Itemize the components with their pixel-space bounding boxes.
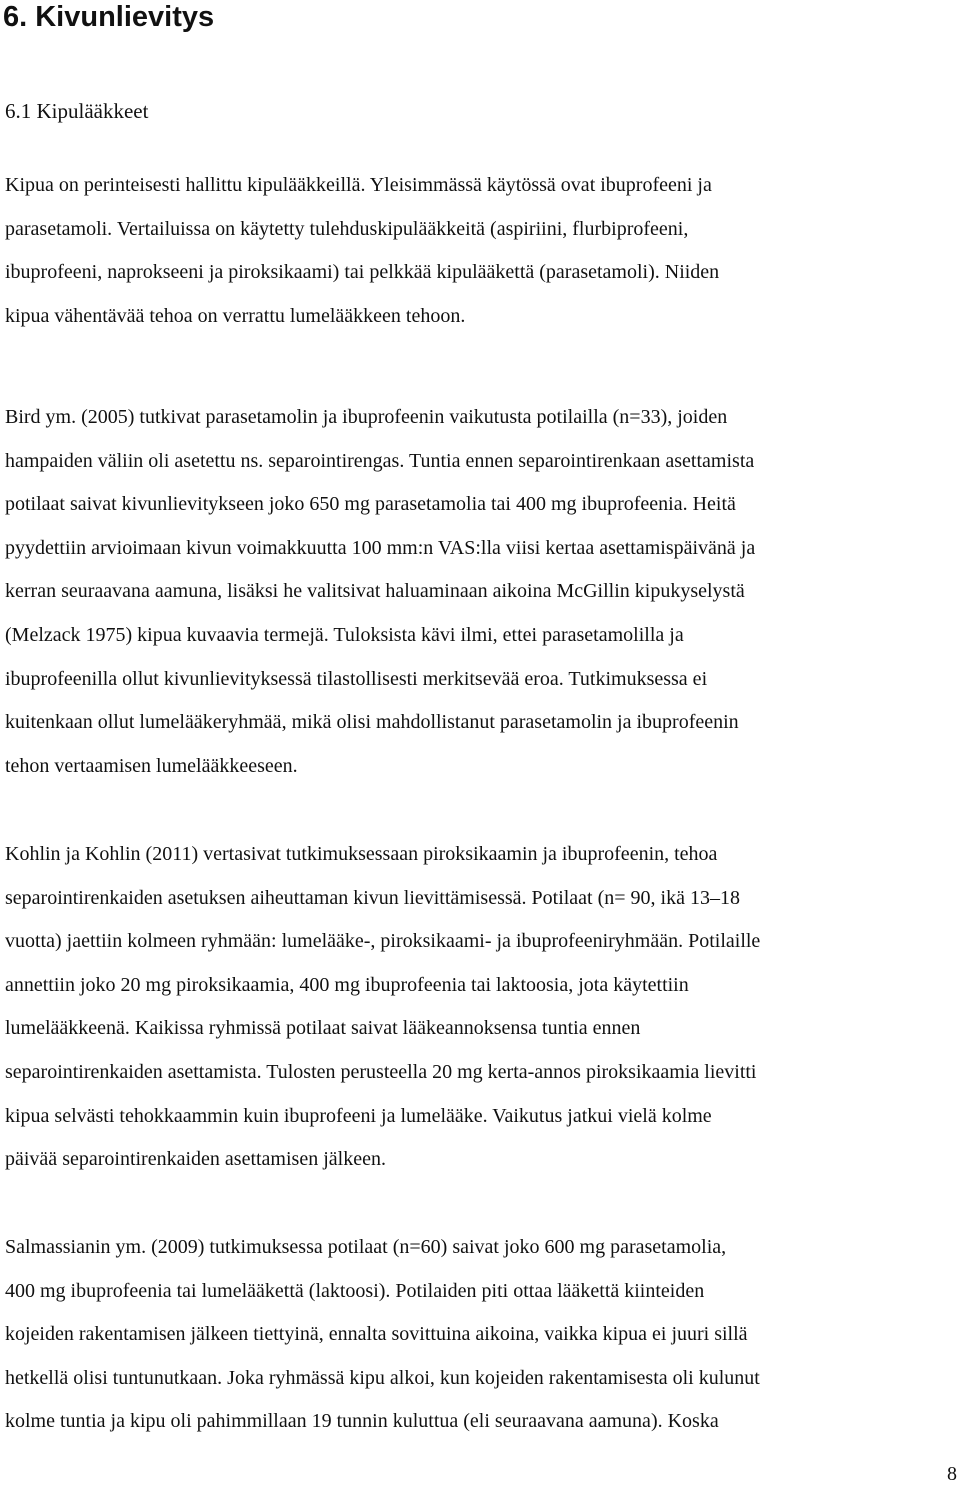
paragraph-line: Bird ym. (2005) tutkivat parasetamolin ja ibuprofeenin vaikutusta potilailla (n=33), joiden: [5, 406, 728, 428]
section-title: 6.1 Kipulääkkeet: [5, 99, 149, 123]
paragraph-line: kerran seuraavana aamuna, lisäksi he valitsivat haluaminaan aikoina McGillin kipukyselystä: [5, 580, 745, 603]
paragraph-line: ibuprofeeni, naprokseeni ja piroksikaami) tai pelkkää kipulääkettä (parasetamoli). Niiden: [5, 261, 720, 284]
page-number: 8: [947, 1463, 957, 1485]
paragraph-bird: [5, 396, 960, 788]
paragraph-line: kolme tuntia ja kipu oli pahimmillaan 19 tunnin kuluttua (eli seuraavana aamuna). Koska: [5, 1410, 719, 1433]
paragraph-kohlin: [5, 833, 960, 1182]
paragraph-line: 400 mg ibuprofeenia tai lumelääkettä (laktoosi). Potilaiden piti ottaa lääkettä kiinteiden: [5, 1279, 705, 1302]
paragraph-line: parasetamoli. Vertailuissa on käytetty tulehduskipulääkkeitä (aspiriini, flurbiprofeeni,: [5, 217, 689, 240]
paragraph-line: Salmassianin ym. (2009) tutkimuksessa potilaat (n=60) saivat joko 600 mg parasetamolia,: [5, 1236, 727, 1258]
paragraph-line: potilaat saivat kivunlievitykseen joko 650 mg parasetamolia tai 400 mg ibuprofeenia. Heitä: [5, 493, 736, 516]
chapter-title: 6. Kivunlievitys: [3, 1, 215, 33]
paragraph-salmassian: [5, 1226, 960, 1444]
paragraph-line: kuitenkaan ollut lumelääkeryhmää, mikä olisi mahdollistanut parasetamolin ja ibuprofeenin: [5, 711, 739, 734]
paragraph-line: (Melzack 1975) kipua kuvaavia termejä. Tuloksista kävi ilmi, ettei parasetamolilla ja: [5, 623, 684, 646]
paragraph-line: Kohlin ja Kohlin (2011) vertasivat tutkimuksessaan piroksikaamin ja ibuprofeenin, tehoa: [5, 843, 718, 865]
paragraph-line: kipua vähentävää tehoa on verrattu lumelääkkeen tehoon.: [5, 304, 466, 327]
paragraph-line: pyydettiin arvioimaan kivun voimakkuutta 100 mm:n VAS:lla viisi kertaa asettamispäivänä ja: [5, 536, 756, 559]
paragraph-line: tehon vertaamisen lumelääkkeeseen.: [5, 754, 298, 777]
paragraph-line: hampaiden väliin oli asetettu ns. separointirengas. Tuntia ennen separointirenkaan asettamista: [5, 449, 755, 472]
paragraph-line: separointirenkaiden asettamista. Tulosten perusteella 20 mg kerta-annos piroksikaamia lievitti: [5, 1060, 757, 1083]
paragraph-line: kojeiden rakentamisen jälkeen tiettyinä, ennalta sovittuina aikoina, vaikka kipua ei juuri sillä: [5, 1323, 748, 1346]
paragraph-line: separointirenkaiden asetuksen aiheuttaman kivun lievittämisessä. Potilaat (n= 90, ikä 13–18: [5, 886, 740, 909]
paragraph-line: päivää separointirenkaiden asettamisen jälkeen.: [5, 1148, 386, 1171]
paragraph-line: kipua selvästi tehokkaammin kuin ibuprofeeni ja lumelääke. Vaikutus jatkui vielä kolme: [5, 1104, 712, 1127]
paragraph-line: hetkellä olisi tuntunutkaan. Joka ryhmässä kipu alkoi, kun kojeiden rakentamisesta oli kulunut: [5, 1366, 760, 1389]
paragraph-line: Kipua on perinteisesti hallittu kipulääkkeillä. Yleisimmässä käytössä ovat ibuprofeeni ja: [5, 174, 712, 196]
paragraph-intro: [5, 164, 960, 338]
paragraph-line: annettiin joko 20 mg piroksikaamia, 400 mg ibuprofeenia tai laktoosia, jota käytettiin: [5, 973, 689, 996]
paragraph-line: lumelääkkeenä. Kaikissa ryhmissä potilaat saivat lääkeannoksensa tuntia ennen: [5, 1017, 641, 1040]
paragraph-line: vuotta) jaettiin kolmeen ryhmään: lumelääke-, piroksikaami- ja ibuprofeeniryhmään. Potilaille: [5, 930, 761, 953]
paragraph-line: ibuprofeenilla ollut kivunlievityksessä tilastollisesti merkitsevää eroa. Tutkimuksessa ei: [5, 667, 708, 690]
